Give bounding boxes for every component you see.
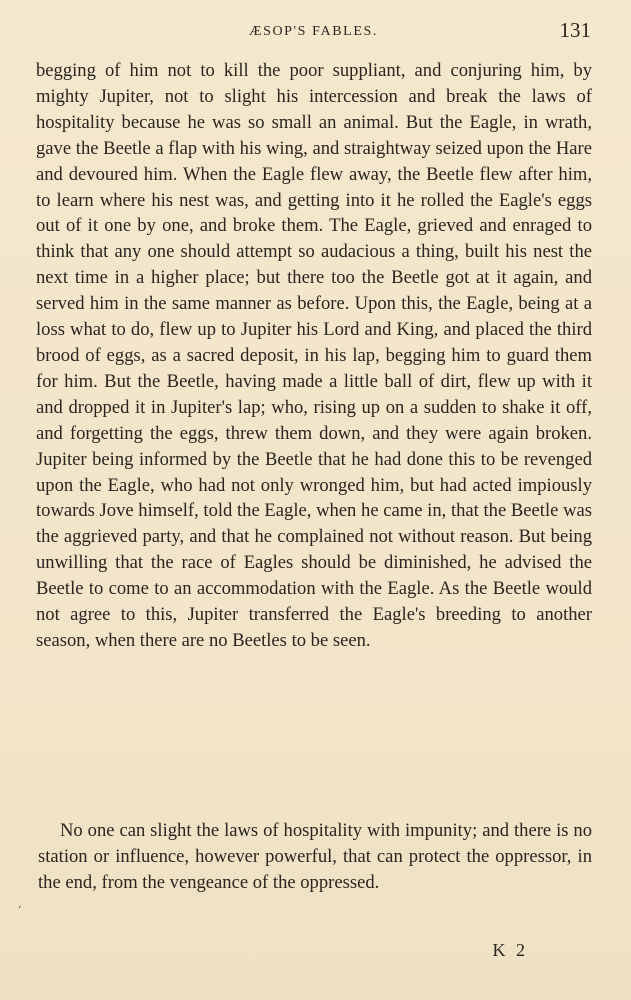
page-number: 131: [559, 18, 591, 42]
page-header: [36, 18, 591, 46]
body-paragraph: begging of him not to kill the poor suppliant, and conjuring him, by mighty Jupiter, not to slight his intercession and break the laws of hospitality because he was so small an animal. But the Eagle, in wrath, gave the Beetle a flap with his wing, and straightway seized upon the Hare and devoured him. When the Eagle flew away, the Beetle flew after him, to learn where his nest was, and getting into it he rolled the Eagle's eggs out of it one by one, and broke them. The Eagle, grieved and enraged to think that any one should attempt so audacious a thing, built his nest the next time in a higher place; but there too the Beetle got at it again, and served him in the same manner as before. Upon this, the Eagle, being at a loss what to do, flew up to Jupiter his Lord and King, and placed the third brood of eggs, as a sacred deposit, in his lap, begging him to guard them for him. But the Beetle, having made a little ball of dirt, flew up with it and dropped it in Jupiter's lap; who, rising up on a sudden to shake it off, and forgetting the eggs, threw them down, and they were again broken. Jupiter being informed by the Beetle that he had done this to be revenged upon the Eagle, who had not only wronged him, but had acted impiously towards Jove himself, told the Eagle, when he came in, that the Beetle was the aggrieved party, and that he complained not without reason. But being unwilling that the race of Eagles should be diminished, he advised the Beetle to come to an accommodation with the Eagle. As the Beetle would not agree to this, Jupiter transferred the Eagle's breeding to another season, when there are no Beetles to be seen.: [36, 60, 592, 651]
signature-mark: K 2: [492, 940, 528, 960]
running-head: ÆSOP'S FABLES.: [249, 24, 378, 39]
margin-mark: ‘: [18, 905, 22, 916]
moral-paragraph: No one can slight the laws of hospitality with impunity; and there is no station or influence, however powerful, that can protect the oppressor, in the end, from the vengeance of the oppressed.: [38, 820, 592, 893]
